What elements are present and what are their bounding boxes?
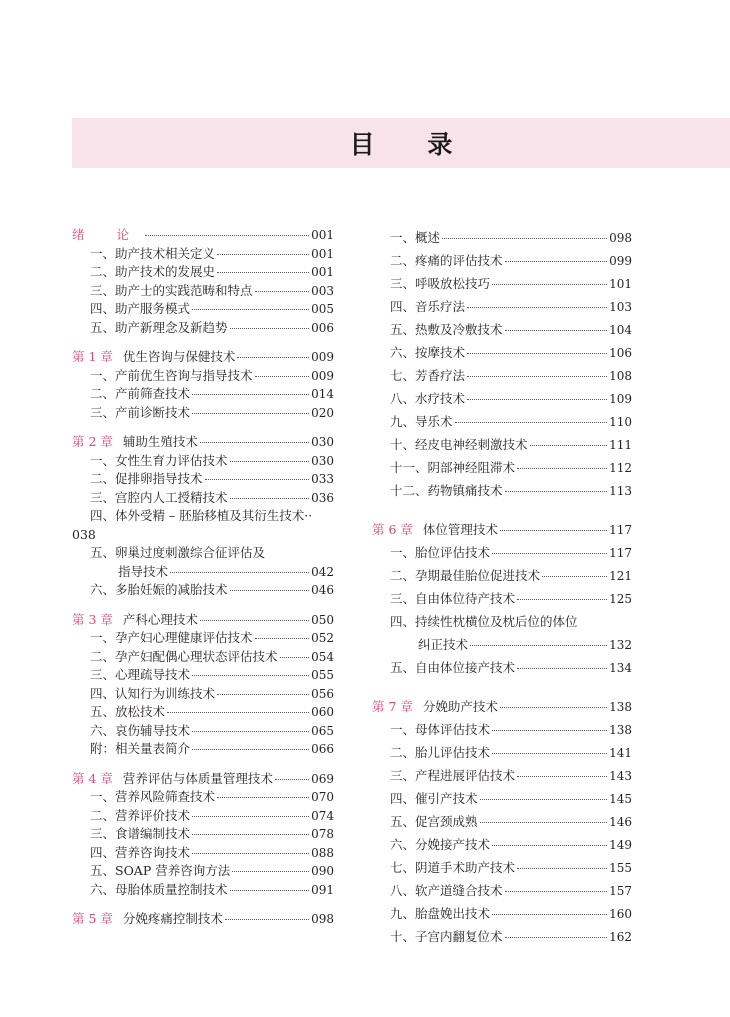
page-title: 目 录 bbox=[349, 130, 475, 159]
toc-item[interactable] bbox=[372, 226, 632, 249]
item-label: 二、产前筛查技术 bbox=[90, 386, 191, 401]
item-label: 七、阴道手术助产技术 bbox=[390, 860, 516, 875]
toc-item[interactable] bbox=[72, 300, 334, 319]
page-number: 030 bbox=[311, 435, 334, 449]
page-number: 066 bbox=[311, 742, 334, 756]
chapter-number: 第 3 章 bbox=[72, 611, 113, 627]
toc-item[interactable] bbox=[72, 666, 334, 685]
chapter-title: 分娩助产技术 bbox=[422, 699, 498, 714]
toc-item[interactable] bbox=[372, 764, 632, 787]
toc-item[interactable] bbox=[72, 703, 334, 722]
page-number: 141 bbox=[609, 746, 632, 760]
item-label: 二、营养评价技术 bbox=[90, 807, 191, 823]
page-number: 088 bbox=[311, 845, 334, 860]
item-label: 三、心理疏导技术 bbox=[90, 667, 191, 682]
page-number: 160 bbox=[609, 907, 632, 921]
item-label: 二、胎儿评估技术 bbox=[390, 745, 491, 760]
page-number: 109 bbox=[609, 392, 632, 406]
item-label: 三、呼吸放松技巧 bbox=[390, 276, 491, 291]
toc-item[interactable] bbox=[72, 862, 334, 881]
chapter-number: 第 2 章 bbox=[72, 434, 113, 449]
page-number: 069 bbox=[311, 771, 334, 786]
chapter-number: 第 6 章 bbox=[372, 522, 413, 537]
page-number: 125 bbox=[609, 592, 632, 606]
item-label: 一、助产技术相关定义 bbox=[90, 245, 216, 261]
page-number: 001 bbox=[311, 246, 334, 261]
item-label: 三、食谱编制技术 bbox=[90, 826, 191, 841]
item-label: 四、助产服务模式 bbox=[90, 301, 191, 316]
page-number: 001 bbox=[311, 265, 334, 279]
chapter-title: 分娩疼痛控制技术 bbox=[122, 911, 223, 926]
page-number: 033 bbox=[311, 472, 334, 486]
item-label: 五、助产新理念及新趋势 bbox=[90, 319, 228, 335]
page-number: 098 bbox=[311, 912, 334, 926]
item-label: 五、SOAP 营养咨询方法 bbox=[90, 863, 231, 878]
page-number: 001 bbox=[311, 228, 334, 242]
item-label: 三、助产士的实践范畴和特点 bbox=[90, 282, 253, 298]
page-number: 112 bbox=[609, 461, 632, 475]
toc-item[interactable] bbox=[72, 245, 334, 264]
toc-item[interactable] bbox=[372, 718, 632, 741]
page-number: 103 bbox=[609, 300, 632, 314]
toc-item[interactable] bbox=[72, 825, 334, 844]
item-label: 六、按摩技术 bbox=[390, 345, 466, 360]
page-number: 138 bbox=[609, 700, 632, 714]
toc-item[interactable] bbox=[372, 410, 632, 433]
item-label: 六、分娩接产技术 bbox=[390, 837, 491, 852]
toc-right-column bbox=[372, 226, 632, 948]
toc-item[interactable] bbox=[372, 341, 632, 364]
item-label: 三、自由体位待产技术 bbox=[390, 591, 516, 606]
page-number: 145 bbox=[609, 792, 632, 806]
item-label: 四、营养咨询技术 bbox=[90, 844, 191, 860]
page-number: 014 bbox=[311, 387, 334, 401]
item-label: 一、产前优生咨询与指导技术 bbox=[90, 367, 253, 383]
page-number: 162 bbox=[609, 930, 632, 944]
toc-item[interactable] bbox=[372, 925, 632, 948]
item-label: 四、音乐疗法 bbox=[390, 299, 466, 314]
chapter-label: 绪 论 bbox=[72, 227, 143, 242]
item-label: 二、疼痛的评估技术 bbox=[390, 253, 503, 268]
page-number: 138 bbox=[609, 723, 632, 737]
page-number: 003 bbox=[311, 283, 334, 298]
toc-item-ohss[interactable]: 五、卵巢过度刺激综合征评估及 bbox=[90, 545, 266, 560]
toc-chapter-3[interactable] bbox=[72, 611, 334, 630]
title-band bbox=[72, 118, 730, 168]
item-label: 八、软产道缝合技术 bbox=[390, 883, 503, 898]
page-number: 113 bbox=[609, 484, 632, 498]
item-label: 九、导乐术 bbox=[390, 414, 453, 429]
toc-item[interactable] bbox=[372, 902, 632, 925]
toc-chapter-6[interactable] bbox=[372, 518, 632, 541]
toc-item[interactable] bbox=[72, 740, 334, 759]
toc-item[interactable] bbox=[372, 295, 632, 318]
page-number: 099 bbox=[609, 254, 632, 268]
toc-item-posture-cont[interactable]: 纠正技术 132 bbox=[418, 637, 632, 652]
toc-item[interactable] bbox=[72, 319, 334, 338]
item-label: 十二、药物镇痛技术 bbox=[390, 483, 503, 498]
toc-item[interactable] bbox=[72, 282, 334, 301]
toc-item[interactable] bbox=[372, 587, 632, 610]
item-label: 一、女性生育力评估技术 bbox=[90, 452, 228, 468]
toc-item[interactable] bbox=[372, 433, 632, 456]
toc-item[interactable] bbox=[372, 272, 632, 295]
item-label: 三、产程进展评估技术 bbox=[390, 768, 516, 783]
page-number: 108 bbox=[609, 369, 632, 383]
page-number: 106 bbox=[609, 346, 632, 360]
page-number: 117 bbox=[609, 546, 632, 560]
toc-item[interactable] bbox=[372, 879, 632, 902]
page-number: 009 bbox=[311, 350, 334, 364]
page-number: 006 bbox=[311, 320, 334, 335]
page-number: 146 bbox=[609, 815, 632, 829]
page-number: 121 bbox=[609, 569, 632, 583]
page-number: 065 bbox=[311, 723, 334, 738]
toc-left-column bbox=[72, 226, 334, 929]
page-number: 078 bbox=[311, 827, 334, 841]
page-number: 050 bbox=[311, 612, 334, 627]
item-label: 一、孕产妇心理健康评估技术 bbox=[90, 630, 253, 645]
item-label: 三、宫腔内人工授精技术 bbox=[90, 489, 228, 505]
toc-chapter-1[interactable] bbox=[72, 348, 334, 367]
toc-item[interactable] bbox=[72, 685, 334, 704]
toc-item-ivf[interactable]: 四、体外受精 – 胚胎移植及其衍生技术·· bbox=[90, 508, 313, 523]
toc-item[interactable] bbox=[72, 489, 334, 508]
item-label: 四、认知行为训练技术 bbox=[90, 685, 216, 701]
item-label: 一、母体评估技术 bbox=[390, 722, 491, 737]
item-label: 五、促宫颈成熟 bbox=[390, 814, 478, 829]
chapter-title: 辅助生殖技术 bbox=[122, 434, 198, 449]
toc-item[interactable] bbox=[72, 404, 334, 423]
toc-chapter-5[interactable] bbox=[72, 910, 334, 929]
chapter-title: 产科心理技术 bbox=[122, 611, 198, 627]
item-label: 十、子宫内翻复位术 bbox=[390, 929, 503, 944]
page-number: 030 bbox=[311, 453, 334, 468]
item-label: 十一、阴部神经阻滞术 bbox=[390, 460, 516, 475]
toc-item[interactable] bbox=[372, 364, 632, 387]
item-label: 一、营养风险筛查技术 bbox=[90, 789, 216, 804]
toc-item[interactable] bbox=[372, 318, 632, 341]
toc-item[interactable] bbox=[72, 722, 334, 741]
item-label: 二、孕产妇配偶心理状态评估技术 bbox=[90, 648, 278, 664]
page-number: 005 bbox=[311, 302, 334, 316]
item-label: 二、促排卵指导技术 bbox=[90, 471, 203, 486]
toc-item[interactable] bbox=[72, 367, 334, 386]
toc-item[interactable] bbox=[372, 249, 632, 272]
page-number: 101 bbox=[609, 277, 632, 291]
page-number: 155 bbox=[609, 861, 632, 875]
page-number: 052 bbox=[311, 631, 334, 645]
item-label: 二、孕期最佳胎位促进技术 bbox=[390, 568, 541, 583]
toc-item[interactable] bbox=[72, 788, 334, 807]
item-label: 七、芳香疗法 bbox=[390, 368, 466, 383]
toc-item[interactable] bbox=[72, 844, 334, 863]
chapter-number: 第 4 章 bbox=[72, 770, 113, 786]
toc-item[interactable]: 六、多胎妊娠的减胎技术 046 bbox=[90, 582, 334, 597]
toc-item[interactable] bbox=[72, 648, 334, 667]
toc-item-posture[interactable]: 四、持续性枕横位及枕后位的体位 bbox=[390, 614, 578, 629]
page-number: 157 bbox=[609, 884, 632, 898]
page-number: 090 bbox=[311, 864, 334, 878]
toc-item[interactable] bbox=[72, 629, 334, 648]
page-number: 060 bbox=[311, 705, 334, 719]
item-label: 三、产前诊断技术 bbox=[90, 404, 191, 420]
item-label: 十、经皮电神经刺激技术 bbox=[390, 437, 528, 452]
page-number: 070 bbox=[311, 790, 334, 804]
chapter-title: 营养评估与体质量管理技术 bbox=[122, 770, 273, 786]
item-label: 二、助产技术的发展史 bbox=[90, 264, 216, 279]
chapter-title: 体位管理技术 bbox=[422, 522, 498, 537]
toc-item[interactable] bbox=[72, 385, 334, 404]
toc-item[interactable] bbox=[372, 564, 632, 587]
page-number: 074 bbox=[311, 808, 334, 823]
page-number: 117 bbox=[609, 523, 632, 537]
item-label: 一、胎位评估技术 bbox=[390, 545, 491, 560]
item-label: 六、哀伤辅导技术 bbox=[90, 722, 191, 738]
chapter-number: 第 5 章 bbox=[72, 911, 113, 926]
item-label: 九、胎盘娩出技术 bbox=[390, 906, 491, 921]
item-label: 五、热敷及冷敷技术 bbox=[390, 322, 503, 337]
chapter-number: 第 7 章 bbox=[372, 699, 413, 714]
page-number: 020 bbox=[311, 405, 334, 420]
toc-item[interactable] bbox=[372, 810, 632, 833]
toc-item-ohss-cont[interactable]: 指导技术 042 bbox=[118, 563, 334, 579]
item-label: 五、放松技术 bbox=[90, 704, 166, 719]
page-number: 091 bbox=[311, 882, 334, 897]
page-number: 111 bbox=[609, 438, 632, 452]
toc-chapter-2[interactable] bbox=[72, 433, 334, 452]
toc-item[interactable] bbox=[372, 387, 632, 410]
item-label: 一、概述 bbox=[390, 230, 441, 245]
item-label: 四、催引产技术 bbox=[390, 791, 478, 806]
chapter-number: 第 1 章 bbox=[72, 349, 113, 364]
page-number: 055 bbox=[311, 668, 334, 682]
page-number: 009 bbox=[311, 368, 334, 383]
toc-item[interactable] bbox=[372, 479, 632, 502]
toc-item[interactable] bbox=[72, 881, 334, 900]
toc-item[interactable] bbox=[72, 807, 334, 826]
toc-item[interactable] bbox=[372, 856, 632, 879]
toc-item[interactable] bbox=[372, 541, 632, 564]
page-number: 110 bbox=[609, 415, 632, 429]
toc-item[interactable] bbox=[372, 787, 632, 810]
page-number: 143 bbox=[609, 769, 632, 783]
page-number: 104 bbox=[609, 323, 632, 337]
chapter-title: 优生咨询与保健技术 bbox=[122, 349, 236, 364]
toc-item-ivf-page: 038 bbox=[72, 526, 96, 542]
toc-item[interactable]: 五、自由体位接产技术 134 bbox=[390, 660, 632, 675]
toc-chapter-4[interactable] bbox=[72, 770, 334, 789]
toc-item[interactable] bbox=[72, 470, 334, 489]
page-number: 056 bbox=[311, 686, 334, 701]
toc-chapter-intro[interactable] bbox=[72, 226, 334, 245]
toc-chapter-7[interactable] bbox=[372, 695, 632, 718]
item-label: 六、母胎体质量控制技术 bbox=[90, 881, 228, 897]
page-number: 036 bbox=[311, 490, 334, 505]
page-number: 054 bbox=[311, 649, 334, 664]
toc-item[interactable] bbox=[372, 833, 632, 856]
item-label: 附：相关量表简介 bbox=[90, 741, 191, 756]
toc-item[interactable] bbox=[72, 452, 334, 471]
page-number: 098 bbox=[609, 231, 632, 245]
item-label: 八、水疗技术 bbox=[390, 391, 466, 406]
toc-item[interactable] bbox=[372, 741, 632, 764]
toc-item[interactable] bbox=[372, 456, 632, 479]
page-number: 149 bbox=[609, 838, 632, 852]
toc-item[interactable] bbox=[72, 263, 334, 282]
